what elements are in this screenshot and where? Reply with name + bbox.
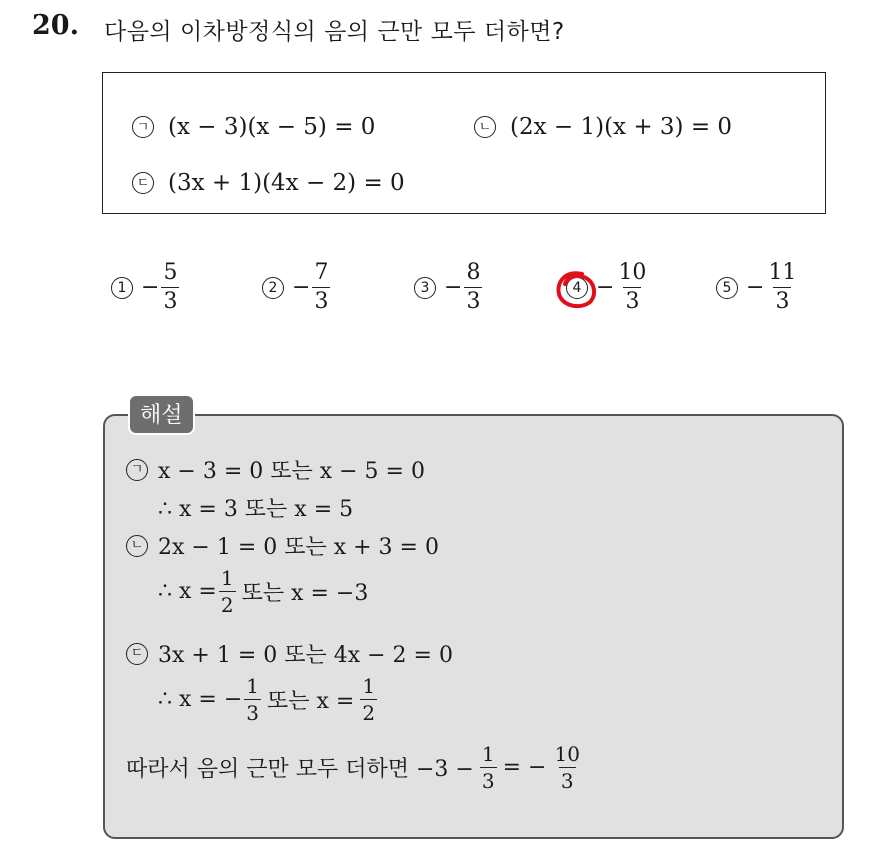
choice-4-sign: − — [596, 275, 615, 300]
solution-line-3-lead: ∴ x = − — [158, 687, 243, 712]
question-number: 20. — [32, 10, 79, 41]
mark-digeut: ㄷ — [132, 172, 154, 194]
solution-line-2-lead: ∴ x = — [158, 579, 217, 604]
solution-final-numer2: 10 — [554, 742, 580, 766]
solution-final-denom: 3 — [481, 769, 495, 793]
choice-5-numer: 11 — [768, 260, 797, 285]
solution-final-mid: = − — [502, 755, 547, 780]
solution-line-3-mid: 또는 x = — [267, 689, 355, 714]
choice-4-numer: 10 — [618, 260, 647, 285]
choice-4-denom: 3 — [625, 289, 640, 314]
solution-line-1-result-text: ∴ x = 3 또는 x = 5 — [158, 497, 354, 522]
solution-line-3-numer2: 1 — [362, 674, 376, 698]
equation-1-expr: (x − 3)(x − 5) = 0 — [168, 114, 376, 140]
equation-3-expr: (3x + 1)(4x − 2) = 0 — [168, 170, 405, 196]
solution-final-lead: 따라서 음의 근만 모두 더하면 −3 − — [126, 757, 474, 782]
choice-3-number: 3 — [414, 277, 436, 299]
equation-3 — [132, 170, 405, 196]
solution-line-2-numer: 1 — [220, 566, 234, 590]
choice-2-sign: − — [292, 275, 311, 300]
choice-2-numer: 7 — [314, 260, 329, 285]
choice-3-sign: − — [444, 275, 463, 300]
choice-2-denom: 3 — [314, 289, 329, 314]
solution-final-numer: 1 — [481, 742, 495, 766]
mark-digeut: ㄷ — [126, 643, 148, 665]
mark-giyeok: ㄱ — [132, 116, 154, 138]
solution-line-3-result — [158, 676, 379, 723]
equation-1 — [132, 114, 375, 140]
mark-nieun: ㄴ — [126, 535, 148, 557]
equation-2 — [474, 114, 732, 140]
choice-2-number: 2 — [262, 277, 284, 299]
choice-4-number: 4 — [566, 277, 588, 299]
solution-line-1 — [126, 454, 425, 485]
choice-3-numer: 8 — [466, 260, 481, 285]
question-text: 다음의 이차방정식의 음의 근만 모두 더하면? — [104, 19, 565, 45]
choice-1-numer: 5 — [163, 260, 178, 285]
choice-3-denom: 3 — [466, 289, 481, 314]
choice-1-number: 1 — [111, 277, 133, 299]
solution-line-3-denom: 3 — [246, 701, 259, 725]
mark-giyeok: ㄱ — [126, 459, 148, 481]
solution-line-3-text: 3x + 1 = 0 또는 4x − 2 = 0 — [158, 643, 453, 668]
choice-5-number: 5 — [716, 277, 738, 299]
solution-line-2-denom: 2 — [220, 593, 234, 617]
choice-2[interactable] — [262, 262, 332, 313]
solution-line-2 — [126, 530, 439, 561]
solution-line-3-denom2: 2 — [362, 701, 376, 725]
answer-circle-mark — [552, 268, 600, 314]
solution-line-1-text: x − 3 = 0 또는 x − 5 = 0 — [158, 459, 425, 484]
equation-2-expr: (2x − 1)(x + 3) = 0 — [510, 114, 733, 140]
choice-1[interactable] — [111, 262, 181, 313]
solution-final-denom2: 3 — [560, 769, 574, 793]
choice-1-sign: − — [141, 275, 160, 300]
choice-3[interactable] — [414, 262, 484, 313]
choice-5-sign: − — [746, 275, 765, 300]
solution-line-3-numer: 1 — [246, 674, 259, 698]
solution-line-2-result — [158, 568, 368, 615]
solution-final — [126, 744, 584, 791]
solution-line-3 — [126, 638, 453, 669]
solution-line-2-tail: 또는 x = −3 — [241, 581, 369, 606]
mark-nieun: ㄴ — [474, 116, 496, 138]
choice-1-denom: 3 — [163, 289, 178, 314]
choice-5-denom: 3 — [775, 289, 790, 314]
solution-line-2-text: 2x − 1 = 0 또는 x + 3 = 0 — [158, 535, 439, 560]
solution-line-1-result — [158, 492, 353, 523]
solution-tag: 해설 — [128, 394, 195, 435]
choice-5[interactable] — [716, 262, 800, 313]
